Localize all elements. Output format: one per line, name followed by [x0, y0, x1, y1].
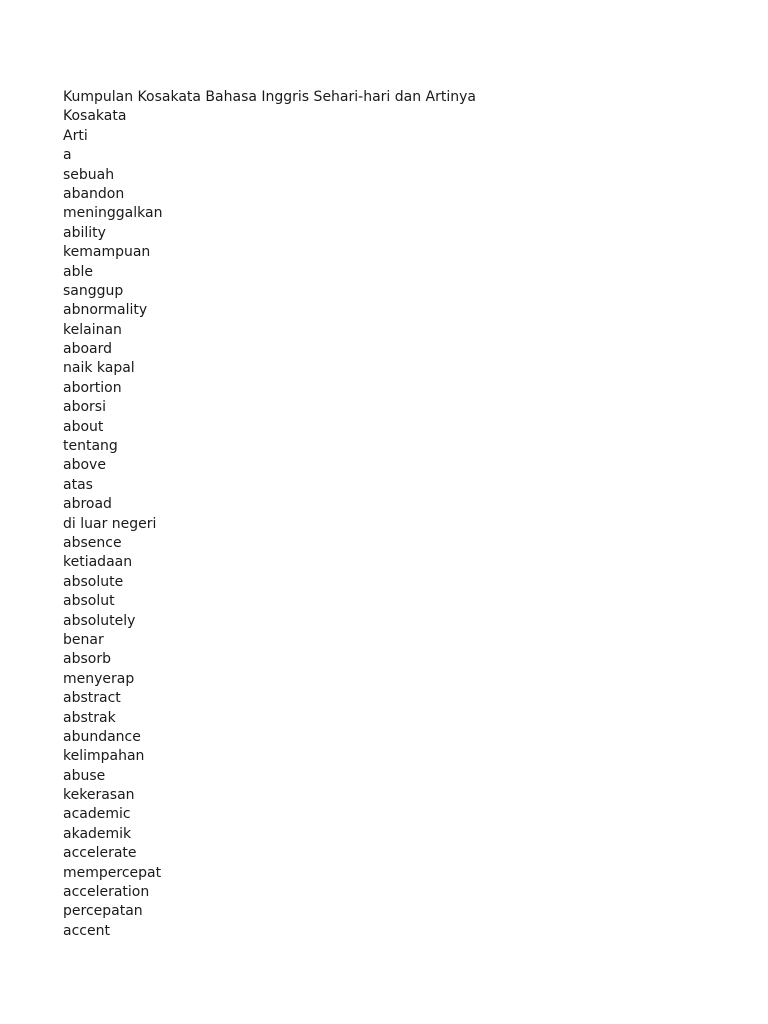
entry-meaning: di luar negeri [63, 515, 157, 532]
entry-meaning: absolut [63, 593, 115, 610]
entry-word: absence [63, 534, 122, 551]
column-header-meaning: Arti [63, 127, 88, 144]
entry-meaning: sebuah [63, 166, 115, 183]
entry-word: able [63, 263, 93, 280]
entry-word: a [63, 147, 72, 164]
entry-word: above [63, 457, 106, 474]
entry-meaning: meninggalkan [63, 205, 163, 222]
entry-meaning: ketiadaan [63, 554, 133, 571]
entry-meaning: atas [63, 476, 93, 493]
entry-meaning: kelainan [63, 321, 122, 338]
entry-word: accelerate [63, 845, 137, 862]
entry-meaning: kelimpahan [63, 748, 145, 765]
entry-word: ability [63, 224, 106, 241]
entry-word: absorb [63, 651, 111, 668]
vocabulary-text [63, 88, 476, 941]
entry-meaning: naik kapal [63, 360, 135, 377]
document-title: Kumpulan Kosakata Bahasa Inggris Sehari-hari dan Artinya [63, 89, 476, 105]
entry-word: about [63, 418, 104, 435]
entry-meaning: akademik [63, 825, 132, 842]
entry-word: absolutely [63, 612, 136, 629]
entry-meaning: kemampuan [63, 244, 151, 261]
entry-meaning: menyerap [63, 670, 135, 687]
entry-word: aboard [63, 341, 113, 358]
entry-word: abuse [63, 767, 106, 784]
entry-meaning: kekerasan [63, 787, 135, 804]
entry-word: abortion [63, 379, 122, 396]
entry-word: acceleration [63, 884, 150, 901]
entry-word: abnormality [63, 302, 148, 319]
entry-meaning: sanggup [63, 282, 124, 299]
entry-word: abroad [63, 496, 112, 513]
entry-word: academic [63, 806, 131, 823]
entry-word: abstract [63, 690, 121, 707]
entry-word: absolute [63, 573, 124, 590]
entry-meaning: abstrak [63, 709, 116, 726]
entry-meaning: aborsi [63, 399, 106, 416]
entry-meaning: percepatan [63, 903, 143, 920]
column-header-word: Kosakata [63, 108, 127, 125]
entry-word: abundance [63, 728, 141, 745]
entry-meaning: benar [63, 631, 104, 648]
entry-word: abandon [63, 185, 125, 202]
entry-meaning: tentang [63, 438, 118, 455]
entry-meaning: mempercepat [63, 864, 162, 881]
entry-word: accent [63, 922, 110, 939]
